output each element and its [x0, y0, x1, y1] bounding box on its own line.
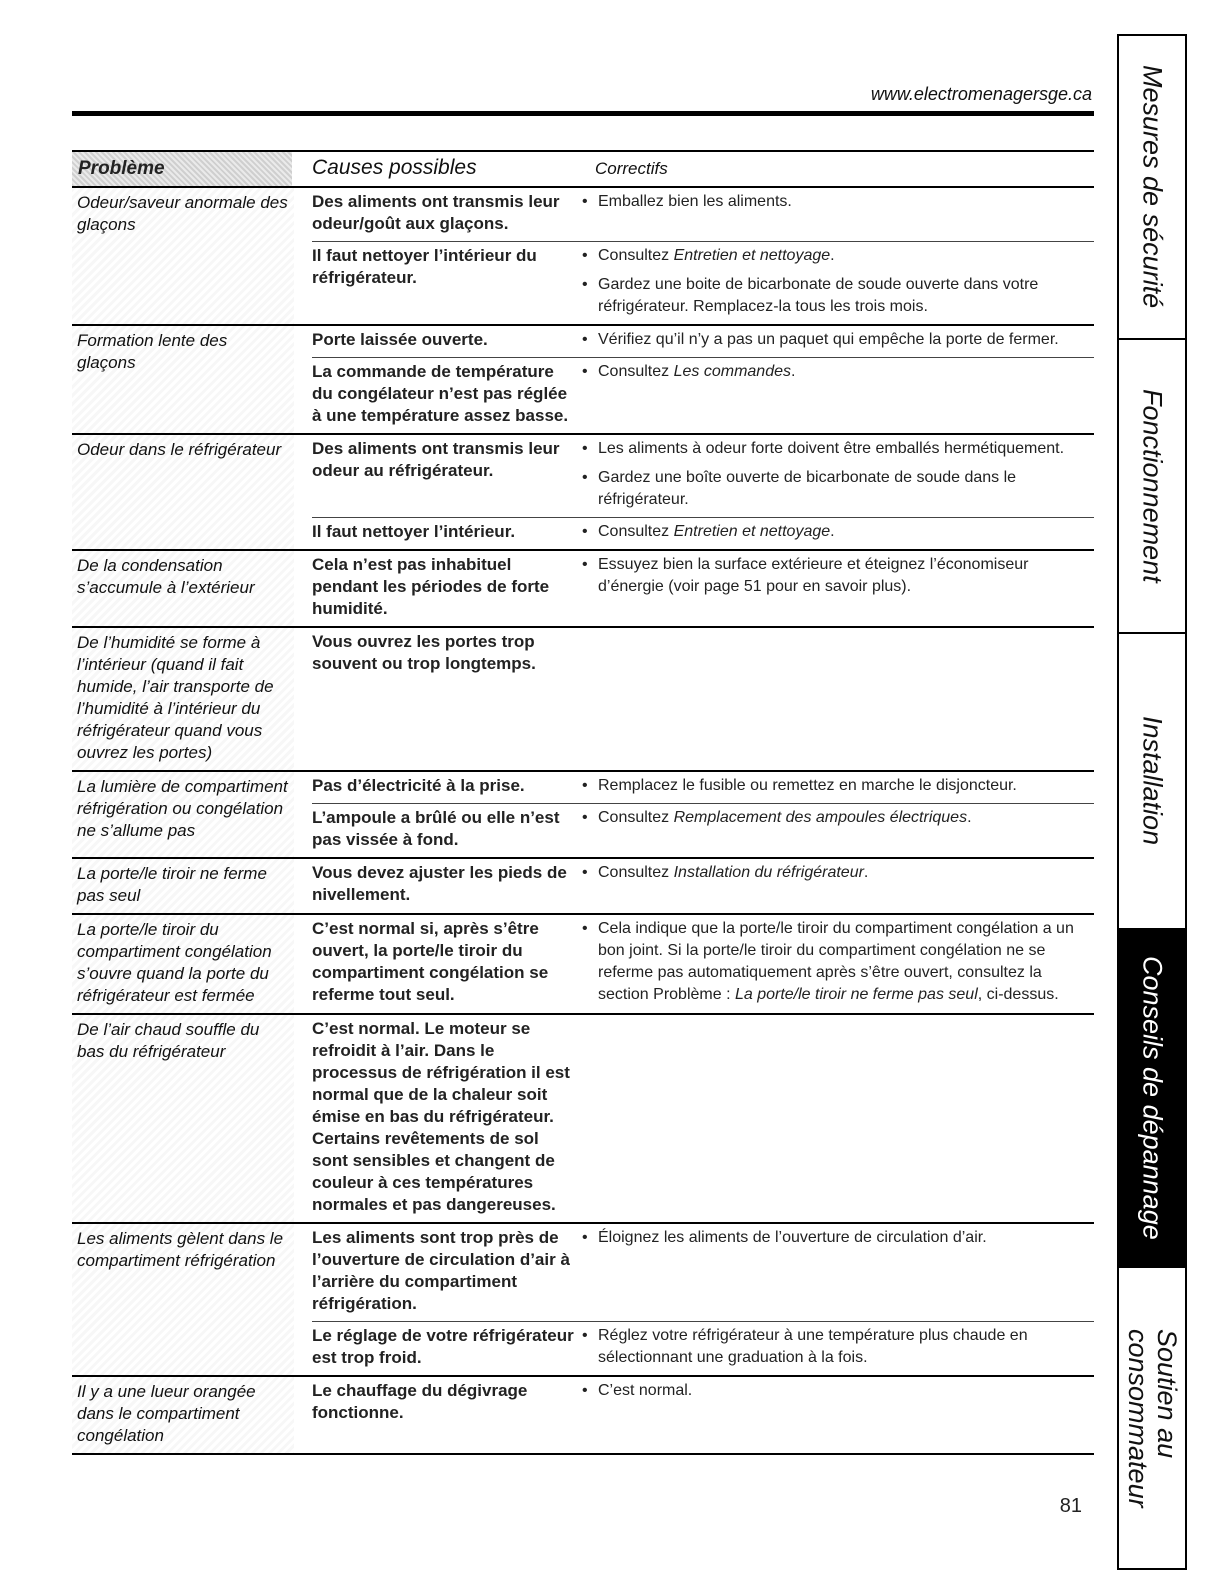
- page-number: 81: [1059, 1495, 1082, 1517]
- cause-cell: Cela n’est pas inhabituel pendant les périodes de forte humidité.: [312, 555, 550, 618]
- fix-item: • Éloignez les aliments de l’ouverture de circulation d’air.: [580, 1227, 1094, 1249]
- cause-cell: Vous devez ajuster les pieds de nivellement.: [312, 863, 567, 904]
- header-fixes: Correctifs: [595, 159, 668, 178]
- section-tabs: [1117, 34, 1187, 1570]
- fix-item: • C’est normal.: [580, 1380, 1094, 1402]
- tab-fonctionnement[interactable]: Fonctionnement: [1119, 340, 1185, 634]
- cause-cell: Des aliments ont transmis leur odeur au réfrigérateur.: [312, 439, 560, 480]
- header-problem: Problème: [72, 152, 292, 186]
- problem-group: [72, 1015, 1094, 1224]
- tab-installation[interactable]: Installation: [1119, 634, 1185, 930]
- table-row: [312, 1015, 1094, 1222]
- table-row: [312, 915, 1094, 1012]
- fix-item: • Vérifiez qu’il n’y a pas un paquet qui empêche la porte de fermer.: [580, 329, 1094, 351]
- problem-group: [72, 435, 1094, 551]
- table-row: [312, 859, 1094, 912]
- cause-cell: La commande de température du congélateur n’est pas réglée à une température assez basse.: [312, 362, 569, 425]
- problem-group: [72, 188, 1094, 326]
- problem-cell: La porte/le tiroir du compartiment congélation s’ouvre quand la porte du réfrigérateur est fermée: [72, 915, 294, 1013]
- problem-group: [72, 551, 1094, 628]
- fix-item: • Emballez bien les aliments.: [580, 191, 1094, 213]
- problem-cell: Les aliments gèlent dans le compartiment réfrigération: [72, 1224, 294, 1375]
- problem-cell: La porte/le tiroir ne ferme pas seul: [72, 859, 294, 913]
- fix-item: • Consultez Installation du réfrigérateur.: [580, 862, 1094, 884]
- fix-item: • Cela indique que la porte/le tiroir du compartiment congélation a un bon joint. Si la porte/le tiroir du compartiment congélation ne se referme pas automatiquement après s’être ouvert, consultez la section Problème : La porte/le tiroir ne ferme pas seul, ci-dessus.: [580, 918, 1094, 1006]
- table-body: [72, 188, 1094, 1455]
- problem-group: [72, 772, 1094, 859]
- table-row: [312, 1224, 1094, 1321]
- table-row: [312, 551, 1094, 626]
- fixes-cell: [574, 1325, 1094, 1369]
- fixes-cell: [574, 918, 1094, 1006]
- problem-cell: Il y a une lueur orangée dans le compartiment congélation: [72, 1377, 294, 1453]
- fixes-cell: [574, 438, 1094, 511]
- header-rule: [72, 111, 1094, 116]
- table-row: [312, 803, 1094, 857]
- table-row: [312, 1377, 1094, 1430]
- fixes-cell: [574, 191, 1094, 235]
- fixes-cell: [574, 1018, 1094, 1216]
- cause-cell: Pas d’électricité à la prise.: [312, 776, 525, 795]
- cause-cell: Vous ouvrez les portes trop souvent ou trop longtemps.: [312, 632, 536, 673]
- problem-cell: La lumière de compartiment réfrigération ou congélation ne s’allume pas: [72, 772, 294, 857]
- fix-item: • Les aliments à odeur forte doivent être emballés hermétiquement.: [580, 438, 1094, 460]
- fix-item: • Consultez Remplacement des ampoules électriques.: [580, 807, 1094, 829]
- header-causes: Causes possibles: [312, 156, 477, 179]
- table-row: [312, 357, 1094, 433]
- problem-cell: Odeur/saveur anormale des glaçons: [72, 188, 294, 324]
- problem-cell: Formation lente des glaçons: [72, 326, 294, 433]
- table-row: [312, 188, 1094, 241]
- table-header: [72, 150, 1094, 188]
- problem-group: [72, 628, 1094, 772]
- fix-item: • Consultez Les commandes.: [580, 361, 1094, 383]
- table-row: [312, 1321, 1094, 1375]
- fixes-cell: [574, 775, 1094, 797]
- fixes-cell: [574, 245, 1094, 318]
- problem-group: [72, 859, 1094, 915]
- cause-cell: Il faut nettoyer l’intérieur.: [312, 522, 516, 541]
- fix-item: • Remplacez le fusible ou remettez en marche le disjoncteur.: [580, 775, 1094, 797]
- problem-cell: De la condensation s’accumule à l’extérieur: [72, 551, 294, 626]
- cause-cell: C’est normal si, après s’être ouvert, la porte/le tiroir du compartiment congélation se referme tout seul.: [312, 919, 549, 1004]
- fix-item: • Consultez Entretien et nettoyage.: [580, 521, 1094, 543]
- fix-item: • Essuyez bien la surface extérieure et éteignez l’économiseur d’énergie (voir page 51 pour en savoir plus).: [580, 554, 1094, 598]
- cause-cell: Il faut nettoyer l’intérieur du réfrigérateur.: [312, 246, 537, 287]
- tab-soutien-au-consommateur[interactable]: Soutien au consommateur: [1123, 1328, 1182, 1508]
- table-row: [312, 517, 1094, 549]
- tab-mesures-de-securite[interactable]: Mesures de sécurité: [1119, 36, 1185, 340]
- fixes-cell: [574, 631, 1094, 675]
- fixes-cell: [574, 1380, 1094, 1424]
- fixes-cell: [574, 521, 1094, 543]
- problem-group: [72, 1224, 1094, 1377]
- cause-cell: Les aliments sont trop près de l’ouverture de circulation d’air à l’arrière du compartiment réfrigération.: [312, 1228, 570, 1313]
- problem-group: [72, 915, 1094, 1015]
- fix-item: • Gardez une boîte ouverte de bicarbonate de soude dans le réfrigérateur.: [580, 467, 1094, 511]
- fixes-cell: [574, 862, 1094, 906]
- table-row: [312, 772, 1094, 803]
- fixes-cell: [574, 807, 1094, 851]
- cause-cell: C’est normal. Le moteur se refroidit à l’air. Dans le processus de réfrigération il est normal que de la chaleur soit émise en bas du réfrigérateur. Certains revêtements de sol sont sensibles et changent de couleur à ces températures normales et pas dangereuses.: [312, 1019, 570, 1214]
- table-row: [312, 326, 1094, 357]
- cause-cell: L’ampoule a brûlé ou elle n’est pas vissée à fond.: [312, 808, 560, 849]
- fixes-cell: [574, 554, 1094, 620]
- fix-item: • Réglez votre réfrigérateur à une température plus chaude en sélectionnant une graduation à la fois.: [580, 1325, 1094, 1369]
- troubleshooting-table: [72, 150, 1094, 1455]
- fix-item: • Gardez une boite de bicarbonate de soude ouverte dans votre réfrigérateur. Remplacez-la tous les trois mois.: [580, 274, 1094, 318]
- cause-cell: Le chauffage du dégivrage fonctionne.: [312, 1381, 528, 1422]
- problem-cell: De l’humidité se forme à l’intérieur (quand il fait humide, l’air transporte de l’humidité à l’intérieur du réfrigérateur quand vous ouvrez les portes): [72, 628, 294, 770]
- cause-cell: Des aliments ont transmis leur odeur/goût aux glaçons.: [312, 192, 560, 233]
- problem-cell: Odeur dans le réfrigérateur: [72, 435, 294, 549]
- fixes-cell: [574, 329, 1094, 351]
- fix-item: • Consultez Entretien et nettoyage.: [580, 245, 1094, 267]
- table-row: [312, 628, 1094, 681]
- cause-cell: Porte laissée ouverte.: [312, 330, 488, 349]
- problem-group: [72, 1377, 1094, 1455]
- problem-cell: De l’air chaud souffle du bas du réfrigérateur: [72, 1015, 294, 1222]
- fixes-cell: [574, 1227, 1094, 1315]
- problem-group: [72, 326, 1094, 435]
- tab-conseils-de-depannage[interactable]: Conseils de dépannage: [1119, 930, 1185, 1268]
- cause-cell: Le réglage de votre réfrigérateur est trop froid.: [312, 1326, 574, 1367]
- header-url: www.electromenagersge.ca: [870, 84, 1092, 104]
- fixes-cell: [574, 361, 1094, 427]
- table-row: [312, 241, 1094, 324]
- table-row: [312, 435, 1094, 517]
